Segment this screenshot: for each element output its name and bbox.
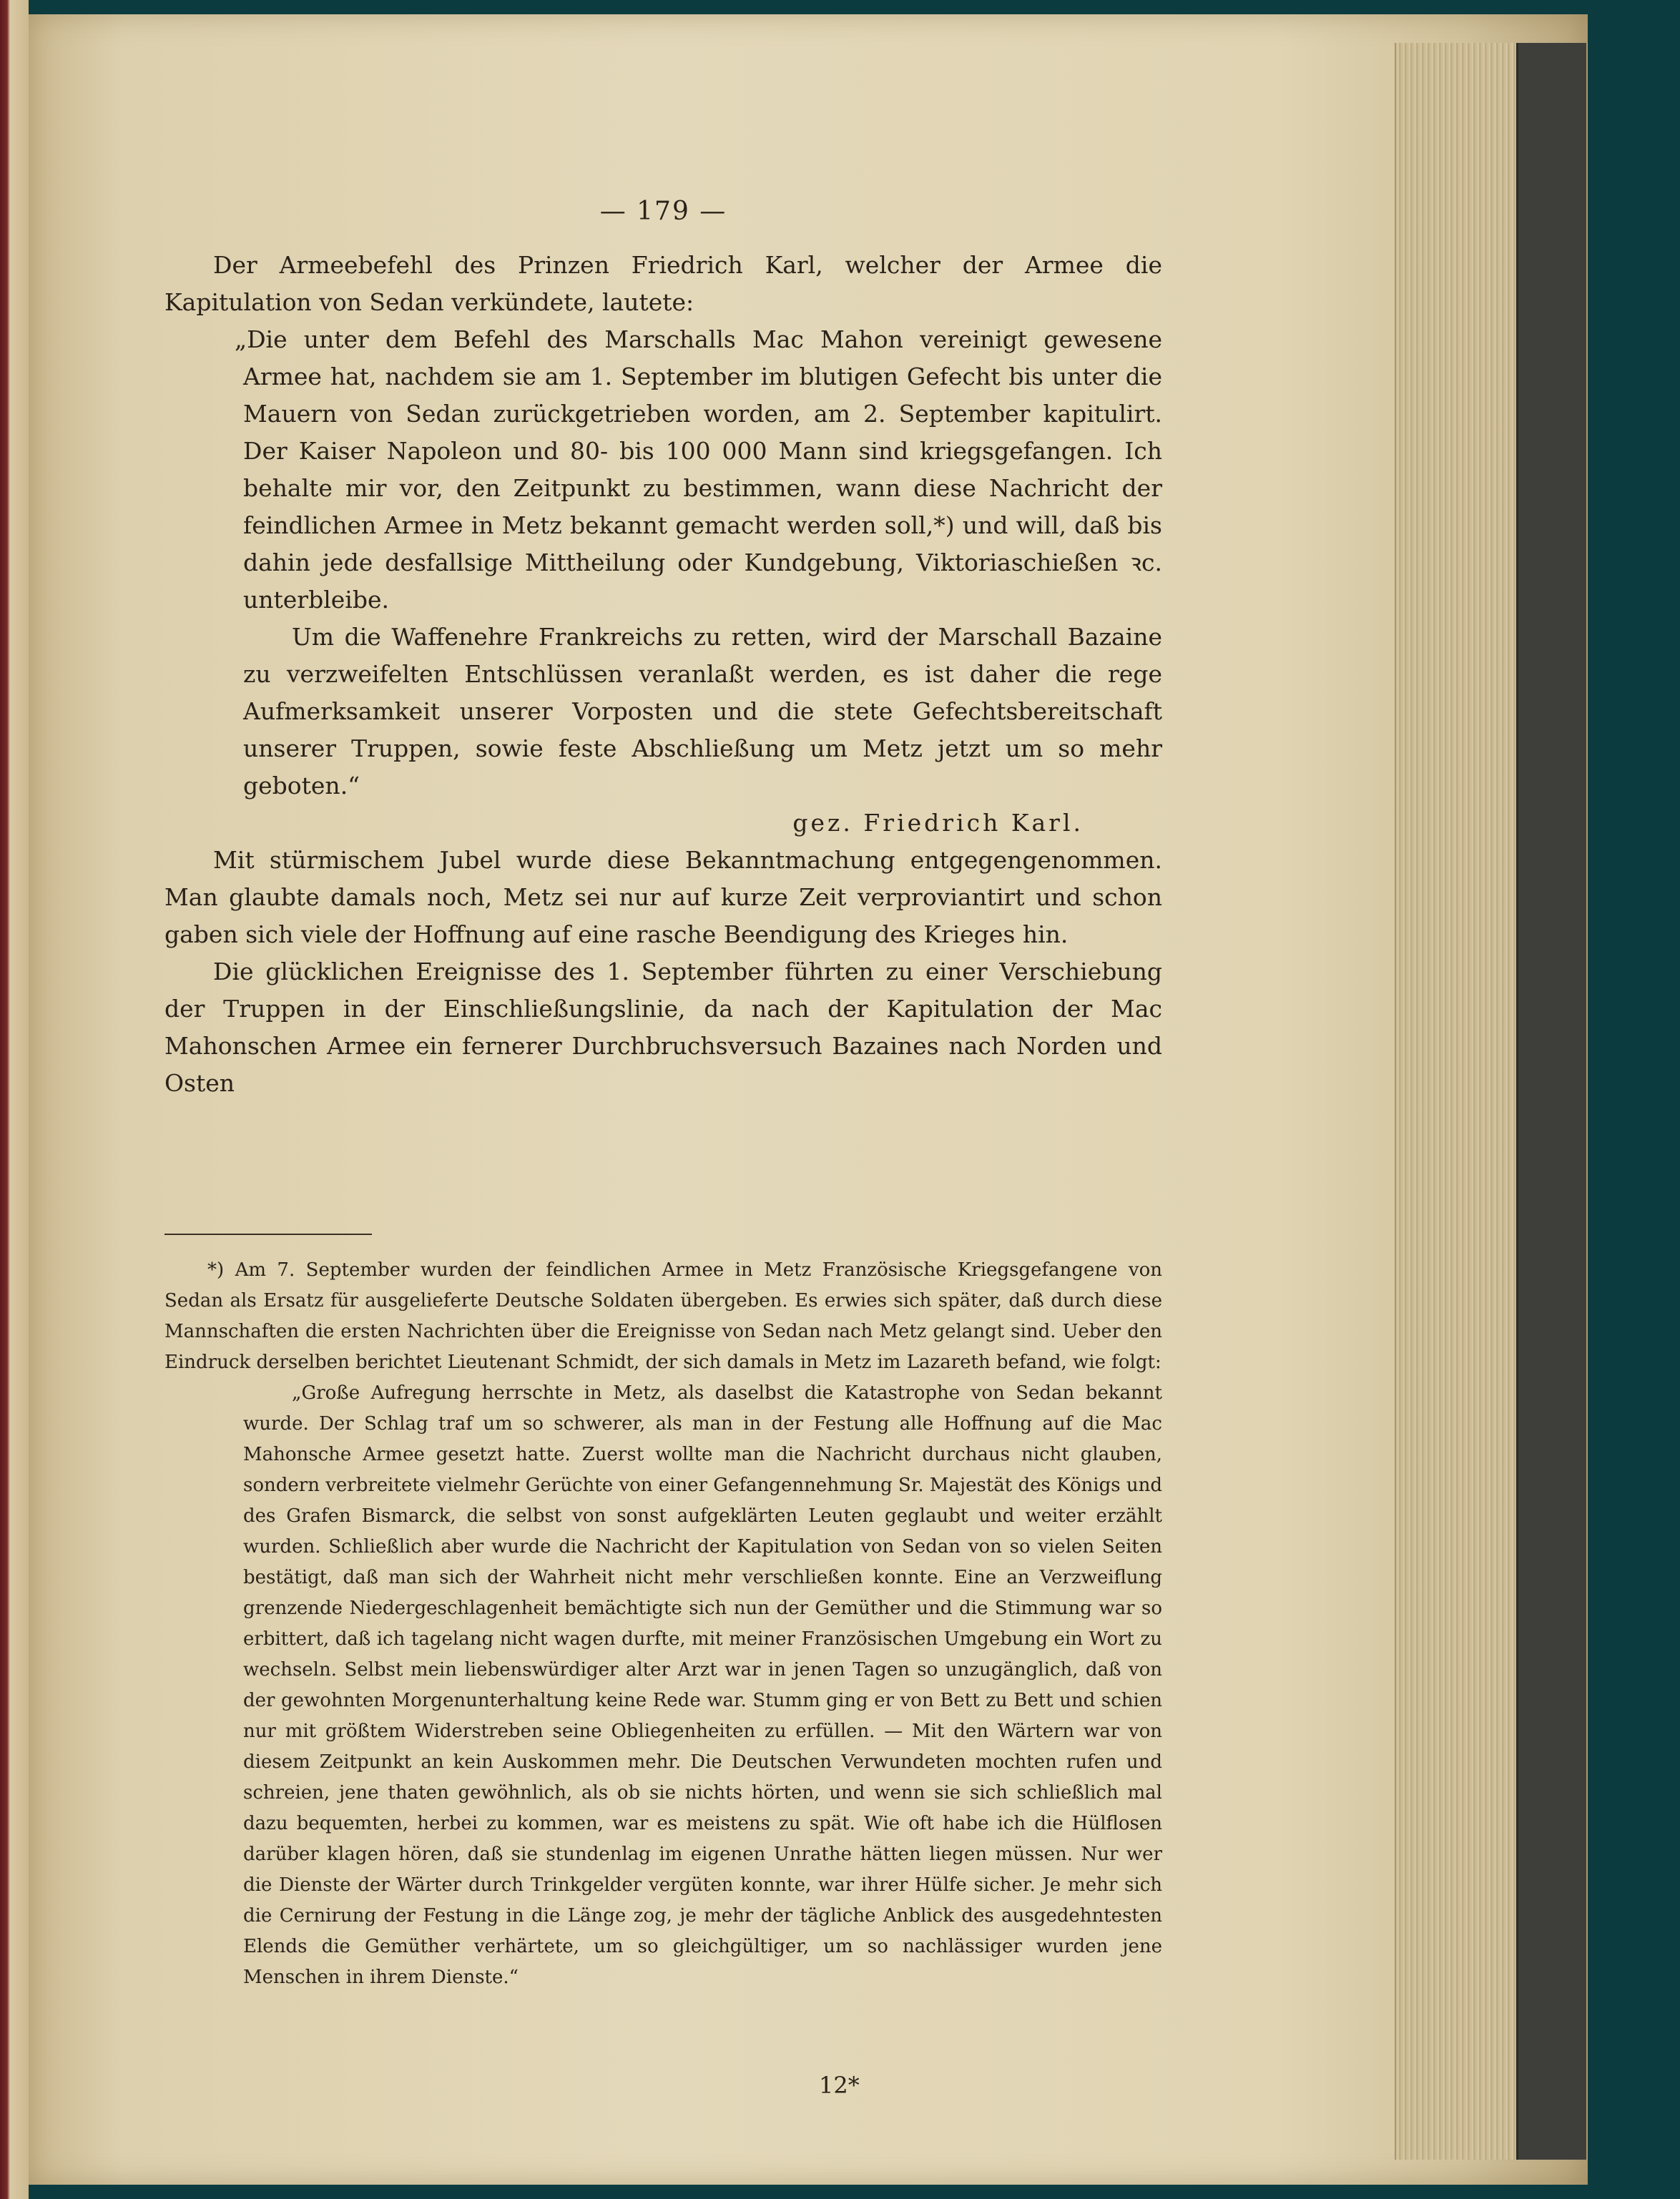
book-spine-edge <box>0 0 29 2199</box>
paragraph-events: Die glücklichen Ereignisse des 1. September führten zu einer Verschiebung der Truppen in der Einschließungslinie, da nach der Kapitulation der Mac Mahonschen Armee ein fernerer Durchbruchsversuch Bazaines nach Norden und Osten <box>164 958 1162 1097</box>
printer-signature-mark: 12* <box>819 2072 860 2099</box>
footnote-quote: „Große Aufregung herrschte in Metz, als daselbst die Katastrophe von Sedan bekannt wurde. Der Schlag traf um so schwerer, als man in der Festung alle Hoffnung auf die Mac Mahonsche Armee gesetzt hatte. Zuerst wollte man die Nachricht durchaus nicht glauben, sondern verbreitete vielmehr Gerüchte von einer Gefangennehmung Sr. Majestät des Königs und des Grafen Bismarck, die selbst von sonst aufgeklärten Leuten geglaubt und weiter erzählt wurden. Schließlich aber wurde die Nachricht der Kapitulation von Sedan von so vielen Seiten bestätigt, daß man sich der Wahrheit nicht mehr verschließen konnte. Eine an Verzweiflung grenzende Niedergeschlagenheit bemächtigte sich nun der Gemüther und die Stimmung war so erbittert, daß ich tagelang nicht wagen durfte, mit meiner Französischen Umgebung ein Wort zu wechseln. Selbst mein liebenswürdiger alter Arzt war in jenen Tagen so unzugänglich, daß von der gewohnten Morgenunterhaltung keine Rede war. Stumm ging er von Bett zu Bett und schien nur mit größtem Widerstreben seine Obliegenheiten zu erfüllen. — Mit den Wärtern war von diesem Zeitpunkt an kein Auskommen mehr. Die Deutschen Verwundeten mochten rufen und schreien, jene thaten gewöhnlich, als ob sie nichts hörten, und wenn sie sich schließlich mal dazu bequemten, herbei zu kommen, war es meistens zu spät. Wie oft habe ich die Hülflosen darüber klagen hören, daß sie stundenlag im eigenen Unrathe hätten liegen müssen. Nur wer die Dienste der Wärter durch Trinkgelder vergüten konnte, war ihrer Hülfe sicher. Je mehr sich die Cernirung der Festung in die Länge zog, je mehr der tägliche Anblick des ausgedehntesten Elends die Gemüther verhärtete, um so gleichgültiger, um so nachlässiger wurden jene Menschen in ihrem Dienste.“ <box>243 1382 1162 1988</box>
paragraph-army-order-intro: Der Armeebefehl des Prinzen Friedrich Karl, welcher der Armee die Kapitulation von Sedan verkündete, lautete: <box>164 251 1162 316</box>
quote-paragraph-2: Um die Waffenehre Frankreichs zu retten, wird der Marschall Bazaine zu verzweifelten Entschlüssen veranlaßt werden, es ist daher die rege Aufmerksamkeit unserer Vorposten und die stete Gefechtsbereitschaft unserer Truppen, sowie feste Abschließung um Metz jetzt um so mehr geboten.“ <box>243 623 1162 800</box>
main-text <box>164 247 1162 1102</box>
page-number: — 179 — <box>599 197 727 226</box>
page-stack-edges <box>1395 43 1518 2160</box>
book-cover-edge <box>1516 43 1586 2160</box>
footnote-divider <box>164 1234 372 1235</box>
footnote-block <box>164 1255 1162 1993</box>
paragraph-reception: Mit stürmischem Jubel wurde diese Bekanntmachung entgegengenommen. Man glaubte damals noch, Metz sei nur auf kurze Zeit verproviantirt und schon gaben sich viele der Hoffnung auf eine rasche Beendigung des Krieges hin. <box>164 846 1162 948</box>
quote-signature: gez. Friedrich Karl. <box>792 809 1084 837</box>
footnote-text: *) Am 7. September wurden der feindlichen Armee in Metz Französische Kriegsgefangene von Sedan als Ersatz für ausgelieferte Deutsche Soldaten übergeben. Es erwies sich später, daß durch diese Mannschaften die ersten Nachrichten über die Ereignisse von Sedan nach Metz gelangt sind. Ueber den Eindruck derselben berichtet Lieutenant Schmidt, der sich damals in Metz im Lazareth befand, wie folgt: <box>164 1259 1162 1373</box>
quote-paragraph-1: „Die unter dem Befehl des Marschalls Mac Mahon vereinigt gewesene Armee hat, nachdem sie am 1. September im blutigen Gefecht bis unter die Mauern von Sedan zurückgetrieben worden, am 2. September kapitulirt. Der Kaiser Napoleon und 80- bis 100 000 Mann sind kriegsgefangen. Ich behalte mir vor, den Zeitpunkt zu bestimmen, wann diese Nachricht der feindlichen Armee in Metz bekannt gemacht werden soll,*) und will, daß bis dahin jede desfallsige Mittheilung oder Kundgebung, Viktoriaschießen ꝛc. unterbleibe. <box>235 325 1162 614</box>
